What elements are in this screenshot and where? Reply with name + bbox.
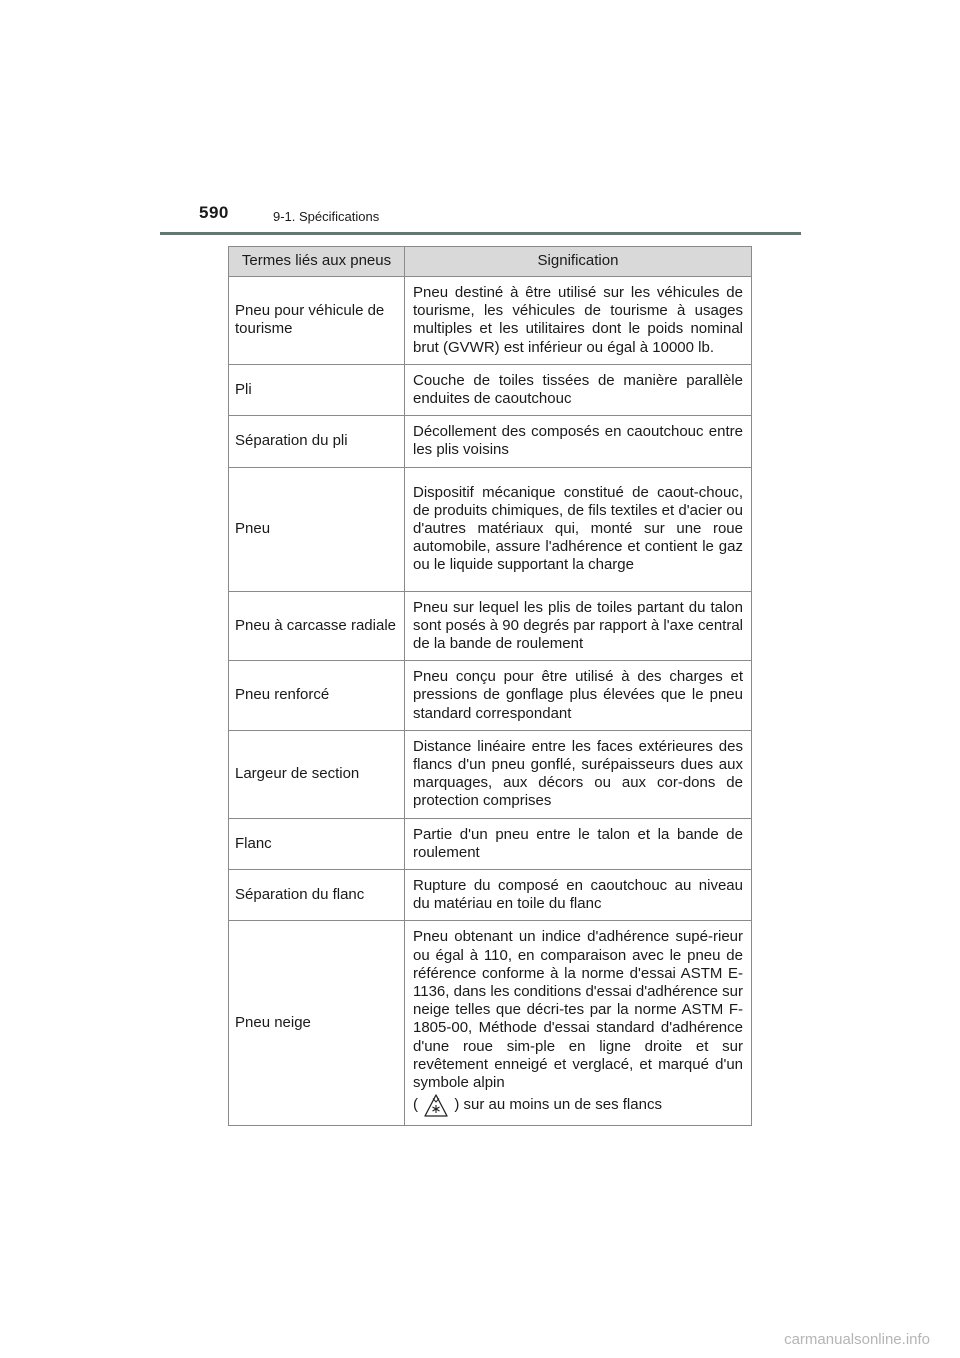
term-cell: Pli — [229, 364, 405, 415]
definition-cell: Rupture du composé en caoutchouc au niveau du matériau en toile du flanc — [405, 870, 752, 921]
section-title: 9-1. Spécifications — [273, 209, 380, 224]
table-row — [229, 416, 752, 467]
term-cell: Séparation du flanc — [229, 870, 405, 921]
column-header-meaning: Signification — [405, 247, 752, 277]
term-cell: Pneu pour véhicule de tourisme — [229, 277, 405, 365]
table-row — [229, 870, 752, 921]
term-cell: Séparation du pli — [229, 416, 405, 467]
definition-cell: Partie d'un pneu entre le talon et la bande de roulement — [405, 818, 752, 869]
term-cell: Pneu neige — [229, 921, 405, 1126]
table-row — [229, 818, 752, 869]
tire-terms-table — [228, 246, 752, 1126]
term-cell: Largeur de section — [229, 730, 405, 818]
symbol-tail-text: ) sur au moins un de ses flancs — [454, 1096, 662, 1114]
table-row — [229, 364, 752, 415]
table-row — [229, 467, 752, 591]
definition-cell: Dispositif mécanique constitué de caout-chouc, de produits chimiques, de fils textiles et d'acier ou d'autres matériaux qui, monté sur une roue automobile, assure l'adhérence et contient le gaz ou le liquide supportant la charge — [405, 467, 752, 591]
definition-cell: Décollement des composés en caoutchouc entre les plis voisins — [405, 416, 752, 467]
table-row — [229, 730, 752, 818]
page-number: 590 — [199, 203, 229, 222]
definition-cell: Pneu conçu pour être utilisé à des charges et pressions de gonflage plus élevées que le pneu standard correspondant — [405, 661, 752, 731]
definition-cell: Pneu sur lequel les plis de toiles partant du talon sont posés à 90 degrés par rapport à l'axe central de la bande de roulement — [405, 591, 752, 661]
table-header-row — [229, 247, 752, 277]
table-row — [229, 591, 752, 661]
term-cell: Pneu à carcasse radiale — [229, 591, 405, 661]
term-cell: Pneu renforcé — [229, 661, 405, 731]
symbol-open-paren: ( — [413, 1096, 418, 1114]
definition-cell — [405, 921, 752, 1126]
column-header-terms: Termes liés aux pneus — [229, 247, 405, 277]
definition-cell: Couche de toiles tissées de manière parallèle enduites de caoutchouc — [405, 364, 752, 415]
watermark: carmanualsonline.info — [784, 1331, 930, 1348]
table-row — [229, 921, 752, 1126]
header-divider — [160, 232, 801, 235]
term-cell: Pneu — [229, 467, 405, 591]
definition-text: Pneu obtenant un indice d'adhérence supé-rieur ou égal à 110, en comparaison avec le pneu de référence conforme à la norme d'essai ASTM E-1136, dans les conditions d'essai d'adhérence sur neige telles que décri-tes par la norme ASTM F-1805-00, Méthode d'essai standard d'adhérence d'une roue sim-ple en ligne droite et sur revêtement enneigé et verglacé, et marqué d'un symbole alpin — [413, 928, 743, 1092]
mountain-snowflake-icon — [423, 1092, 449, 1118]
definition-cell: Pneu destiné à être utilisé sur les véhicules de tourisme, les véhicules de tourisme à usages multiples et les utilitaires dont le poids nominal brut (GVWR) est inférieur ou égal à 10000 lb. — [405, 277, 752, 365]
term-cell: Flanc — [229, 818, 405, 869]
definition-cell: Distance linéaire entre les faces extérieures des flancs d'un pneu gonflé, surépaisseurs dues aux marquages, aux décors ou aux cor-dons de protection comprises — [405, 730, 752, 818]
table-row — [229, 661, 752, 731]
table-row — [229, 277, 752, 365]
